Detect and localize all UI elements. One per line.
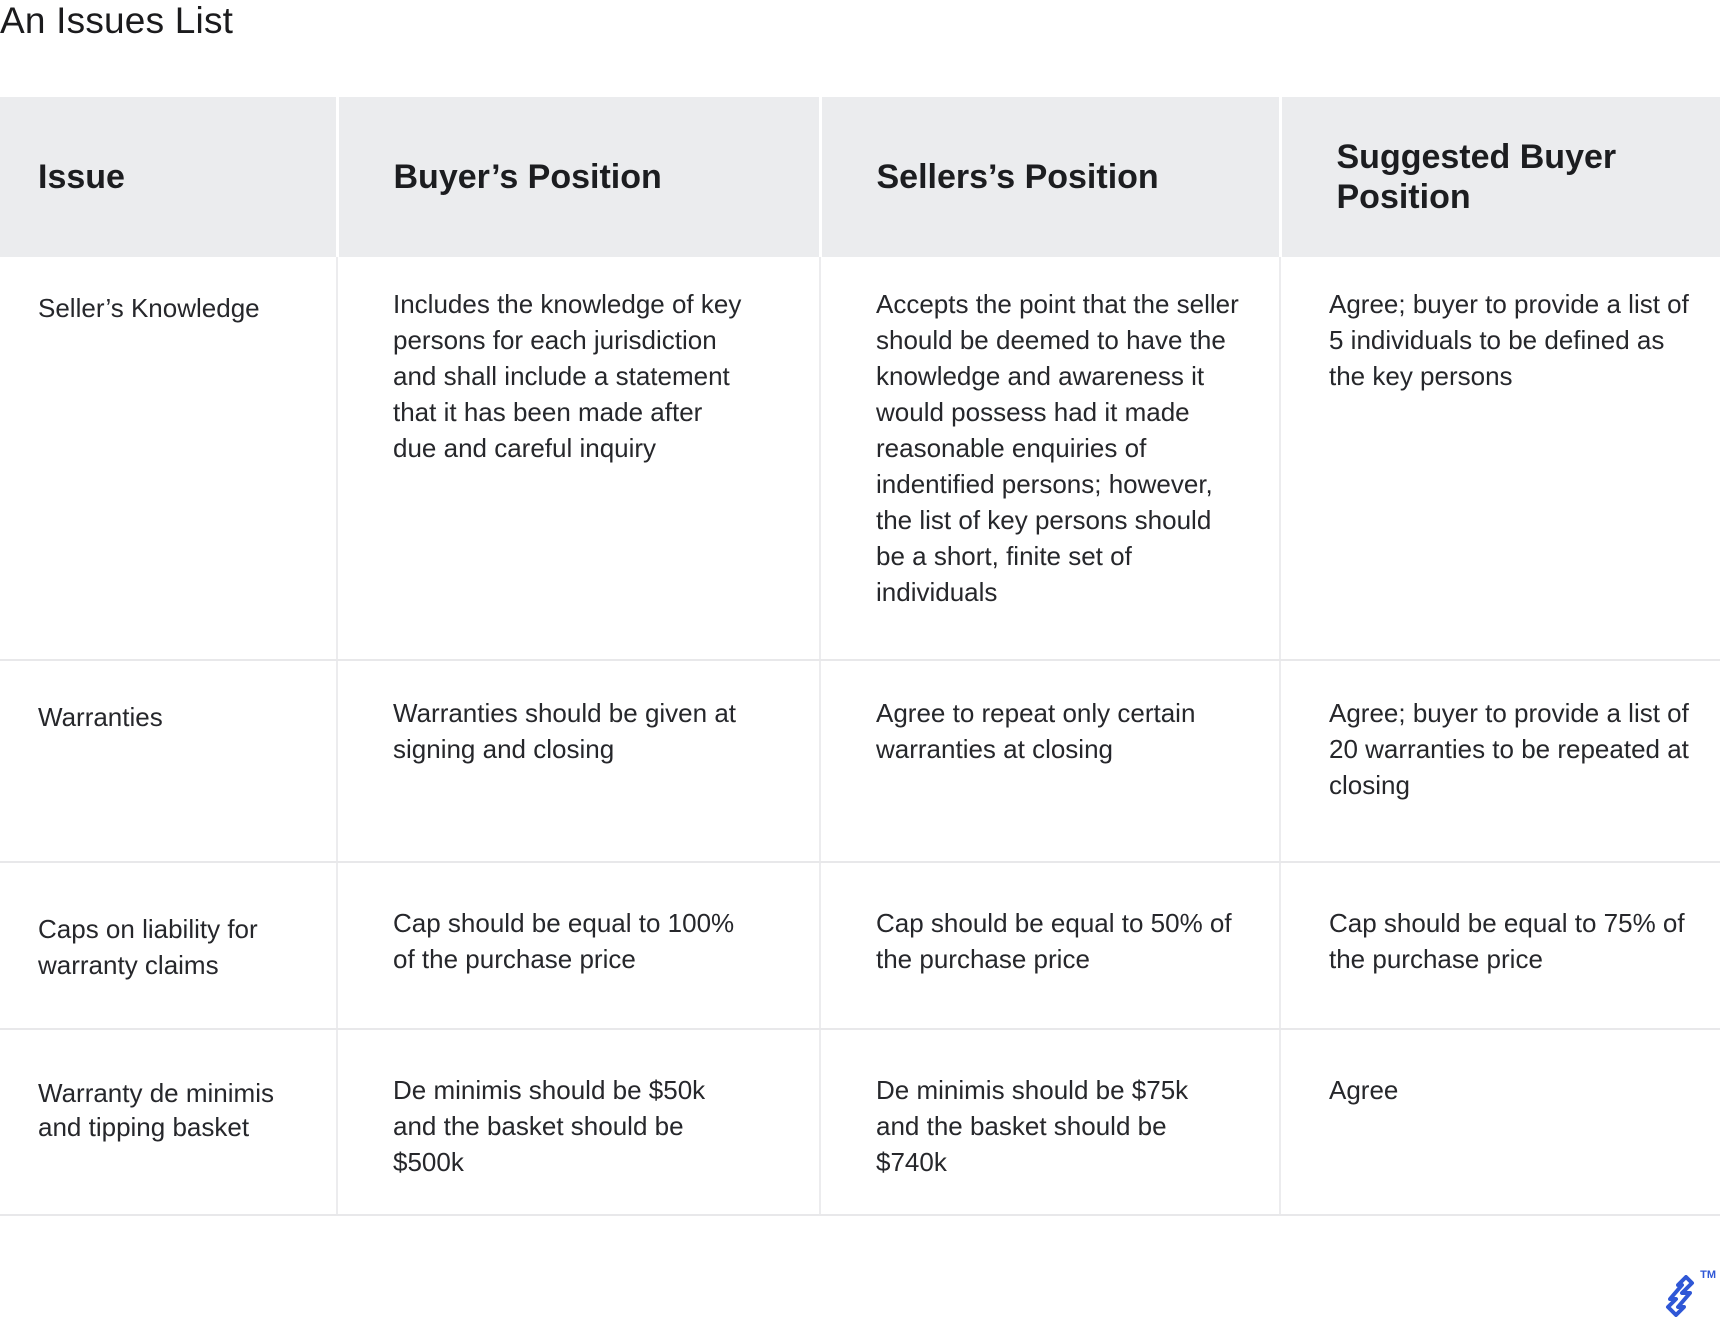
cell-text: Agree [1329, 1075, 1399, 1105]
cell-text: Warranty de minimis and tipping basket [38, 1078, 274, 1142]
table-row [0, 862, 1720, 1029]
table-header-row [0, 97, 1720, 257]
cell-text: Warranties [38, 702, 163, 732]
cell-text: Caps on liability for warranty claims [38, 914, 258, 980]
cell-buyers-position [337, 257, 820, 660]
cell-issue [0, 257, 337, 660]
cell-suggested-position [1280, 862, 1720, 1029]
cell-buyers-position [337, 862, 820, 1029]
cell-text: Agree to repeat only certain warranties at closing [876, 698, 1196, 764]
header-sellers-position: Sellers’s Position [820, 97, 1280, 257]
cell-suggested-position [1280, 257, 1720, 660]
cell-text: Cap should be equal to 100% of the purchase price [393, 908, 735, 974]
table-row [0, 660, 1720, 862]
page-title: An Issues List [0, 0, 234, 41]
table-row [0, 257, 1720, 660]
cell-suggested-position [1280, 660, 1720, 862]
issues-table [0, 97, 1720, 1216]
toptal-logo-icon [1662, 1269, 1716, 1317]
cell-sellers-position [820, 660, 1280, 862]
cell-text: Agree; buyer to provide a list of 20 warranties to be repeated at closing [1329, 698, 1689, 800]
cell-text: Includes the knowledge of key persons for each jurisdiction and shall include a statement that it has been made after due and careful inquiry [393, 289, 742, 463]
cell-text: De minimis should be $75k and the basket should be $740k [876, 1075, 1189, 1177]
cell-issue [0, 1029, 337, 1215]
header-suggested-buyer-position: Suggested Buyer Position [1280, 97, 1720, 257]
cell-suggested-position [1280, 1029, 1720, 1215]
cell-sellers-position [820, 862, 1280, 1029]
cell-text: Accepts the point that the seller should be deemed to have the knowledge and awareness it would possess had it made reasonable enquiries of indentified persons; however, the list of key persons should be a short, finite set of individuals [876, 289, 1239, 607]
cell-text: Cap should be equal to 75% of the purchase price [1329, 908, 1685, 974]
trademark-label: TM [1700, 1269, 1716, 1281]
cell-issue [0, 660, 337, 862]
cell-buyers-position [337, 660, 820, 862]
cell-issue [0, 862, 337, 1029]
cell-text: Warranties should be given at signing and closing [393, 698, 737, 764]
logo-mark [1662, 1275, 1706, 1317]
table-row [0, 1029, 1720, 1215]
cell-text: Cap should be equal to 50% of the purchase price [876, 908, 1232, 974]
header-issue: Issue [0, 97, 337, 257]
cell-sellers-position [820, 257, 1280, 660]
cell-text: Seller’s Knowledge [38, 293, 260, 323]
cell-text: De minimis should be $50k and the basket should be $500k [393, 1075, 706, 1177]
cell-sellers-position [820, 1029, 1280, 1215]
header-buyers-position: Buyer’s Position [337, 97, 820, 257]
cell-buyers-position [337, 1029, 820, 1215]
cell-text: Agree; buyer to provide a list of 5 individuals to be defined as the key persons [1329, 289, 1689, 391]
